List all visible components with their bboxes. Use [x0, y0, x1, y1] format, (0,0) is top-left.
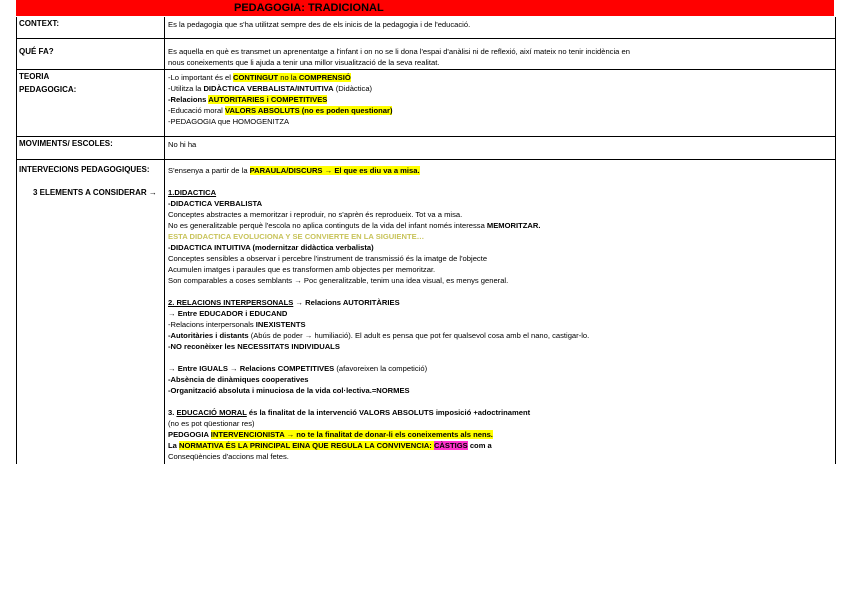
- row-label: TEORIA PEDAGOGICA:: [17, 70, 165, 136]
- row-teoria: [17, 70, 835, 137]
- row-content: -Lo important és el CONTINGUT no la COMPRENSIÓ -Utilitza la DIDÀCTICA VERBALISTA/INTUITIVA (Didàctica) -Relacions AUTORITARIES i COMPETITIVES -Educació moral VALORS ABSOLUTS (no es poden questionar) -PEDAGOGIA que HOMOGENITZA: [168, 73, 393, 126]
- row-label: QUÉ FA?: [17, 39, 165, 69]
- row-context: [17, 17, 835, 39]
- pedagogy-table: [16, 17, 836, 464]
- row-label: MOVIMENTS/ ESCOLES:: [17, 137, 165, 159]
- row-content: S'ensenya a partir de la PARAULA/DISCURS → El que es diu va a misa. 1.DIDACTICA -DIDACTICA VERBALISTA Conceptes abstractes a memoritzar i reproduir, no s'aprèn és reprodueix. Tot va a misa. No es generalitzable perquè l'escola no aplica continguts de la vida del infant només interessa MEMORITZAR. ESTA DIDACTICA EVOLUCIONA Y SE CONVIERTE EN LA SIGUIENTE… -DIDACTICA INTUITIVA (modernitzar didàctica verbalista) Conceptes sensibles a observar i percebre l'instrument de transmissió és la imatge de l'objecte Acumulen imatges i paraules que es transformen amb objectes per memoritzar. Son comparables a coses semblants → Poc generalitzable, tenim una idea visual, es menys general. 2. RELACIONS INTERPERSONALS → Relacions AUTORITÀRIES → Entre EDUCADOR i EDUCAND -Relacions interpersonals INEXISTENTS -Autoritàries i distants (Abús de poder → humiliació). El adult es pensa que pot fer qualsevol cosa amb el nano, castigar-lo. -NO reconèixer les NECESSITATS INDIVIDUALS → Entre IGUALS → Relacions COMPETITIVES (afavoreixen la competició) -Absència de dinàmiques cooperatives -Organització absoluta i minuciosa de la vida col·lectiva.=NORMES 3. EDUCACIÓ MORAL és la finalitat de la intervenció VALORS ABSOLUTS imposició +adoctrinament (no es pot qüestionar res) PEDGOGIA INTERVENCIONISTA → no te la finalitat de donar-li els coneixements als nens. La NORMATIVA ÉS LA PRINCIPAL EINA QUE REGULA LA CONVIVENCIA: CÀSTIGS com a Conseqüències d'accions mal fetes.: [168, 166, 590, 461]
- row-content: Es aquella en què es transmet un aprenentatge a l'infant i on no se li dona l'espai d'anàlisi ni de reflexió, així mateix no tenir incidència en nous coneixements que li ajuda a tenir una millor visualització de la seva realitat.: [168, 47, 630, 67]
- page-title: PEDAGOGIA: TRADICIONAL: [234, 2, 384, 14]
- row-content: Es la pedagogia que s'ha utilitzat sempre des de els inicis de la pedagogia i de l'educació.: [168, 20, 471, 29]
- row-intervencions: [17, 160, 835, 464]
- row-content: No hi ha: [168, 140, 197, 149]
- table-title-bar: [16, 0, 834, 16]
- row-que-fa: [17, 39, 835, 70]
- row-label: INTERVECIONS PEDAGOGIQUES: 3 ELEMENTS A CONSIDERAR →: [17, 160, 165, 464]
- row-label: CONTEXT:: [17, 17, 165, 38]
- row-moviments: [17, 137, 835, 160]
